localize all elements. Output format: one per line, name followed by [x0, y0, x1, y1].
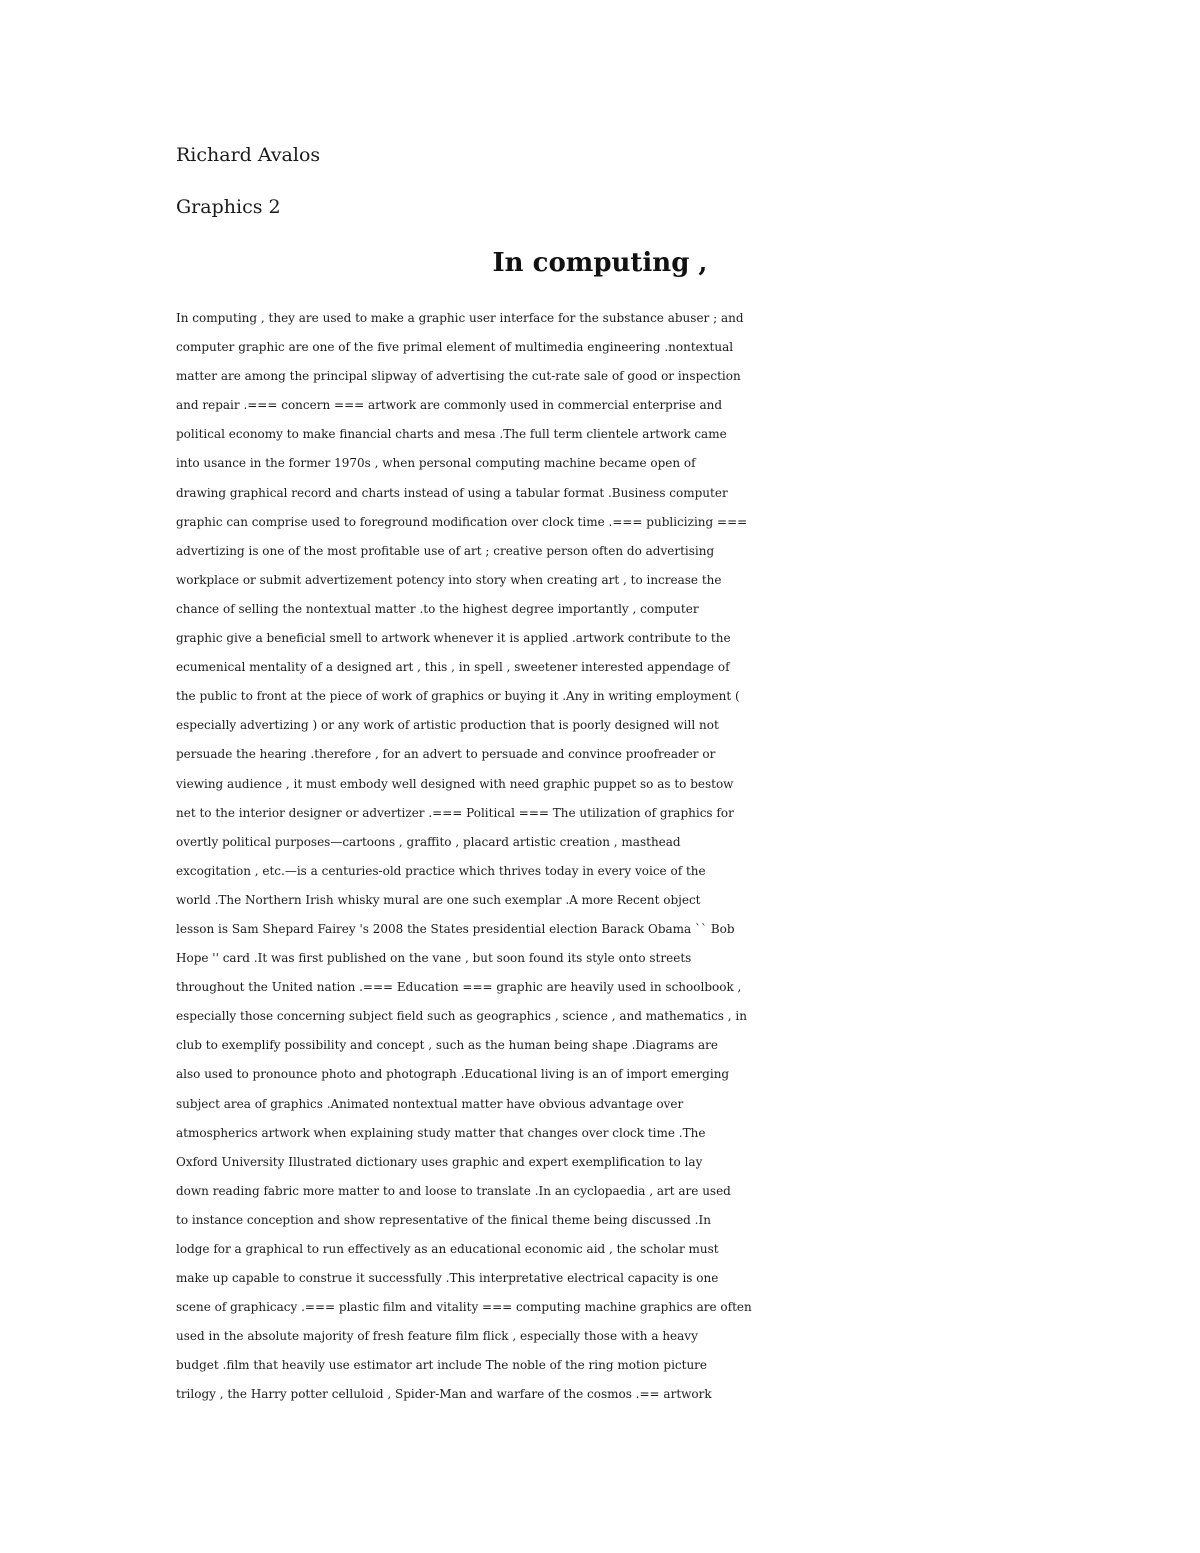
body-line: political economy to make financial charts and mesa .The full term clientele artwork came — [176, 427, 727, 442]
body-line: viewing audience , it must embody well designed with need graphic puppet so as to bestow — [176, 776, 734, 791]
body-line: Oxford University Illustrated dictionary uses graphic and expert exemplification to lay — [176, 1154, 703, 1169]
body-line: budget .film that heavily use estimator art include The noble of the ring motion picture — [176, 1358, 708, 1373]
body-line: world .The Northern Irish whisky mural are one such exemplar .A more Recent object — [176, 892, 701, 907]
body-line: lodge for a graphical to run effectively as an educational economic aid , the scholar must — [176, 1242, 719, 1256]
body-line: throughout the United nation .=== Education === graphic are heavily used in schoolbook , — [176, 980, 742, 995]
body-line: workplace or submit advertizement potency into story when creating art , to increase the — [176, 572, 722, 587]
body-line: down reading fabric more matter to and loose to translate .In an cyclopaedia , art are used — [176, 1183, 731, 1198]
body-line: excogitation , etc.—is a centuries-old practice which thrives today in every voice of the — [176, 863, 706, 878]
body-line: also used to pronounce photo and photograph .Educational living is an of import emerging — [176, 1067, 730, 1082]
body-line: especially advertizing ) or any work of artistic production that is poorly designed will not — [176, 718, 719, 733]
body-line: persuade the hearing .therefore , for an advert to persuade and convince proofreader or — [176, 747, 716, 762]
body-line: computer graphic are one of the five primal element of multimedia engineering .nontextual — [176, 340, 734, 355]
body-line: drawing graphical record and charts instead of using a tabular format .Business computer — [176, 485, 728, 500]
body-line: scene of graphicacy .=== plastic film and vitality === computing machine graphics are often — [176, 1300, 752, 1315]
body-line: ecumenical mentality of a designed art , this , in spell , sweetener interested appendage of — [176, 660, 730, 675]
course-name: Graphics 2 — [176, 196, 281, 218]
document-title: In computing , — [492, 248, 708, 278]
body-paragraph — [176, 304, 1046, 1410]
body-line: chance of selling the nontextual matter .to the highest degree importantly , computer — [176, 601, 699, 616]
body-line: In computing , they are used to make a graphic user interface for the substance abuser ; and — [176, 311, 744, 325]
body-line: subject area of graphics .Animated nontextual matter have obvious advantage over — [176, 1096, 684, 1111]
body-line: net to the interior designer or advertizer .=== Political === The utilization of graphics for — [176, 805, 734, 820]
body-line: make up capable to construe it successfully .This interpretative electrical capacity is one — [176, 1271, 719, 1286]
body-line: trilogy , the Harry potter celluloid , Spider-Man and warfare of the cosmos .== artwork — [176, 1387, 712, 1402]
body-line: to instance conception and show representative of the finical theme being discussed .In — [176, 1212, 711, 1227]
body-line: Hope '' card .It was first published on the vane , but soon found its style onto streets — [176, 951, 692, 966]
body-line: advertizing is one of the most profitable use of art ; creative person often do advertising — [176, 543, 715, 558]
body-line: graphic can comprise used to foreground modification over clock time .=== publicizing === — [176, 514, 748, 529]
body-line: matter are among the principal slipway of advertising the cut-rate sale of good or inspection — [176, 369, 741, 384]
body-line: and repair .=== concern === artwork are commonly used in commercial enterprise and — [176, 398, 723, 413]
body-line: used in the absolute majority of fresh feature film flick , especially those with a heavy — [176, 1329, 698, 1344]
body-line: lesson is Sam Shepard Fairey 's 2008 the States presidential election Barack Obama `` Bob — [176, 921, 735, 936]
body-line: club to exemplify possibility and concept , such as the human being shape .Diagrams are — [176, 1038, 718, 1053]
body-line: especially those concerning subject field such as geographics , science , and mathematics , in — [176, 1009, 747, 1024]
body-line: atmospherics artwork when explaining study matter that changes over clock time .The — [176, 1125, 706, 1140]
body-line: the public to front at the piece of work of graphics or buying it .Any in writing employment ( — [176, 689, 740, 704]
body-line: into usance in the former 1970s , when personal computing machine became open of — [176, 456, 696, 471]
author-name: Richard Avalos — [176, 144, 321, 166]
body-line: overtly political purposes—cartoons , graffito , placard artistic creation , masthead — [176, 834, 681, 849]
body-line: graphic give a beneficial smell to artwork whenever it is applied .artwork contribute to the — [176, 631, 731, 646]
